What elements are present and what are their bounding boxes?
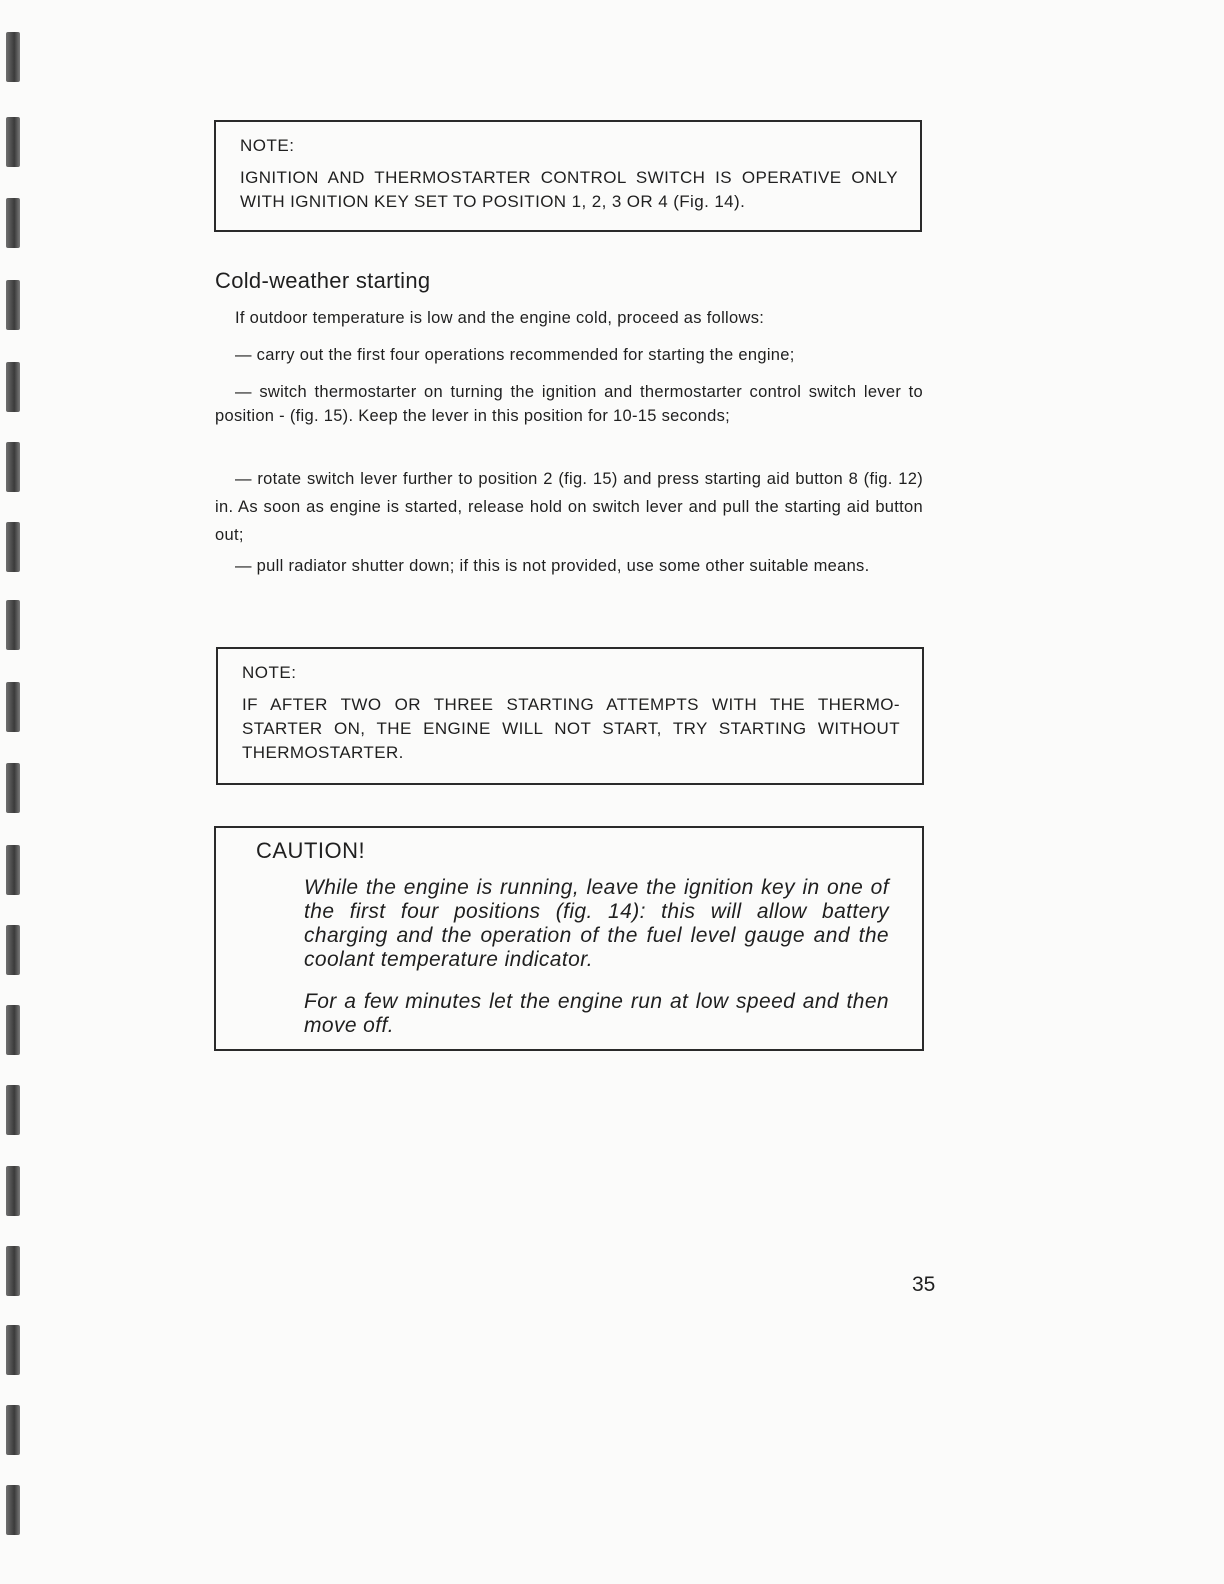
caution-title: CAUTION!	[256, 838, 366, 863]
step-paragraph: — pull radiator shutter down; if this is not provided, use some other suitable means.	[235, 557, 870, 575]
caution-paragraph: For a few minutes let the engine run at low speed and then move off.	[304, 990, 889, 1037]
binding-hole	[6, 1405, 20, 1455]
binding-hole	[6, 1246, 20, 1296]
note-box-thermostarter	[216, 647, 924, 785]
binding-hole	[6, 442, 20, 492]
binding-hole	[6, 1005, 20, 1055]
caution-paragraph: While the engine is running, leave the ignition key in one of the first four positions (fig. 14): this will allow battery charging and the operation of the fuel level gauge and the coolant temperature indicator.	[304, 876, 889, 971]
step-paragraph: — switch thermostarter on turning the ignition and thermostarter control switch lever to position - (fig. 15). Keep the lever in this position for 10-15 seconds;	[215, 383, 923, 425]
binding-hole	[6, 845, 20, 895]
section-heading: Cold-weather starting	[215, 268, 431, 293]
step-paragraph: — rotate switch lever further to position 2 (fig. 15) and press starting aid button 8 (fig. 12) in. As soon as engine is started, release hold on switch lever and pull the starting aid button out;	[215, 470, 923, 544]
binding-hole	[6, 1085, 20, 1135]
binding-hole	[6, 117, 20, 167]
binding-hole	[6, 1166, 20, 1216]
binding-hole	[6, 522, 20, 572]
binding-hole	[6, 682, 20, 732]
caution-box	[214, 826, 924, 1051]
binding-hole	[6, 198, 20, 248]
step-paragraph: — carry out the first four operations recommended for starting the engine;	[235, 346, 795, 364]
binding-hole	[6, 763, 20, 813]
note-box-ignition	[214, 120, 922, 232]
note-label: NOTE:	[240, 136, 295, 155]
binding-hole	[6, 1485, 20, 1535]
note-text: IGNITION AND THERMOSTARTER CONTROL SWITCH IS OPERATIVE ONLY WITH IGNITION KEY SET TO POSITION 1, 2, 3 OR 4 (Fig. 14).	[240, 168, 898, 211]
binding-hole	[6, 600, 20, 650]
note-text: IF AFTER TWO OR THREE STARTING ATTEMPTS WITH THE THERMO-STARTER ON, THE ENGINE WILL NOT START, TRY STARTING WITHOUT THERMOSTARTER.	[242, 695, 900, 762]
binding-hole	[6, 32, 20, 82]
note-label: NOTE:	[242, 663, 297, 682]
binding-hole	[6, 925, 20, 975]
binding-hole	[6, 362, 20, 412]
binding-hole	[6, 280, 20, 330]
page-number: 35	[912, 1273, 936, 1296]
intro-paragraph: If outdoor temperature is low and the engine cold, proceed as follows:	[235, 309, 765, 327]
spiral-binding	[6, 0, 28, 1584]
binding-hole	[6, 1325, 20, 1375]
